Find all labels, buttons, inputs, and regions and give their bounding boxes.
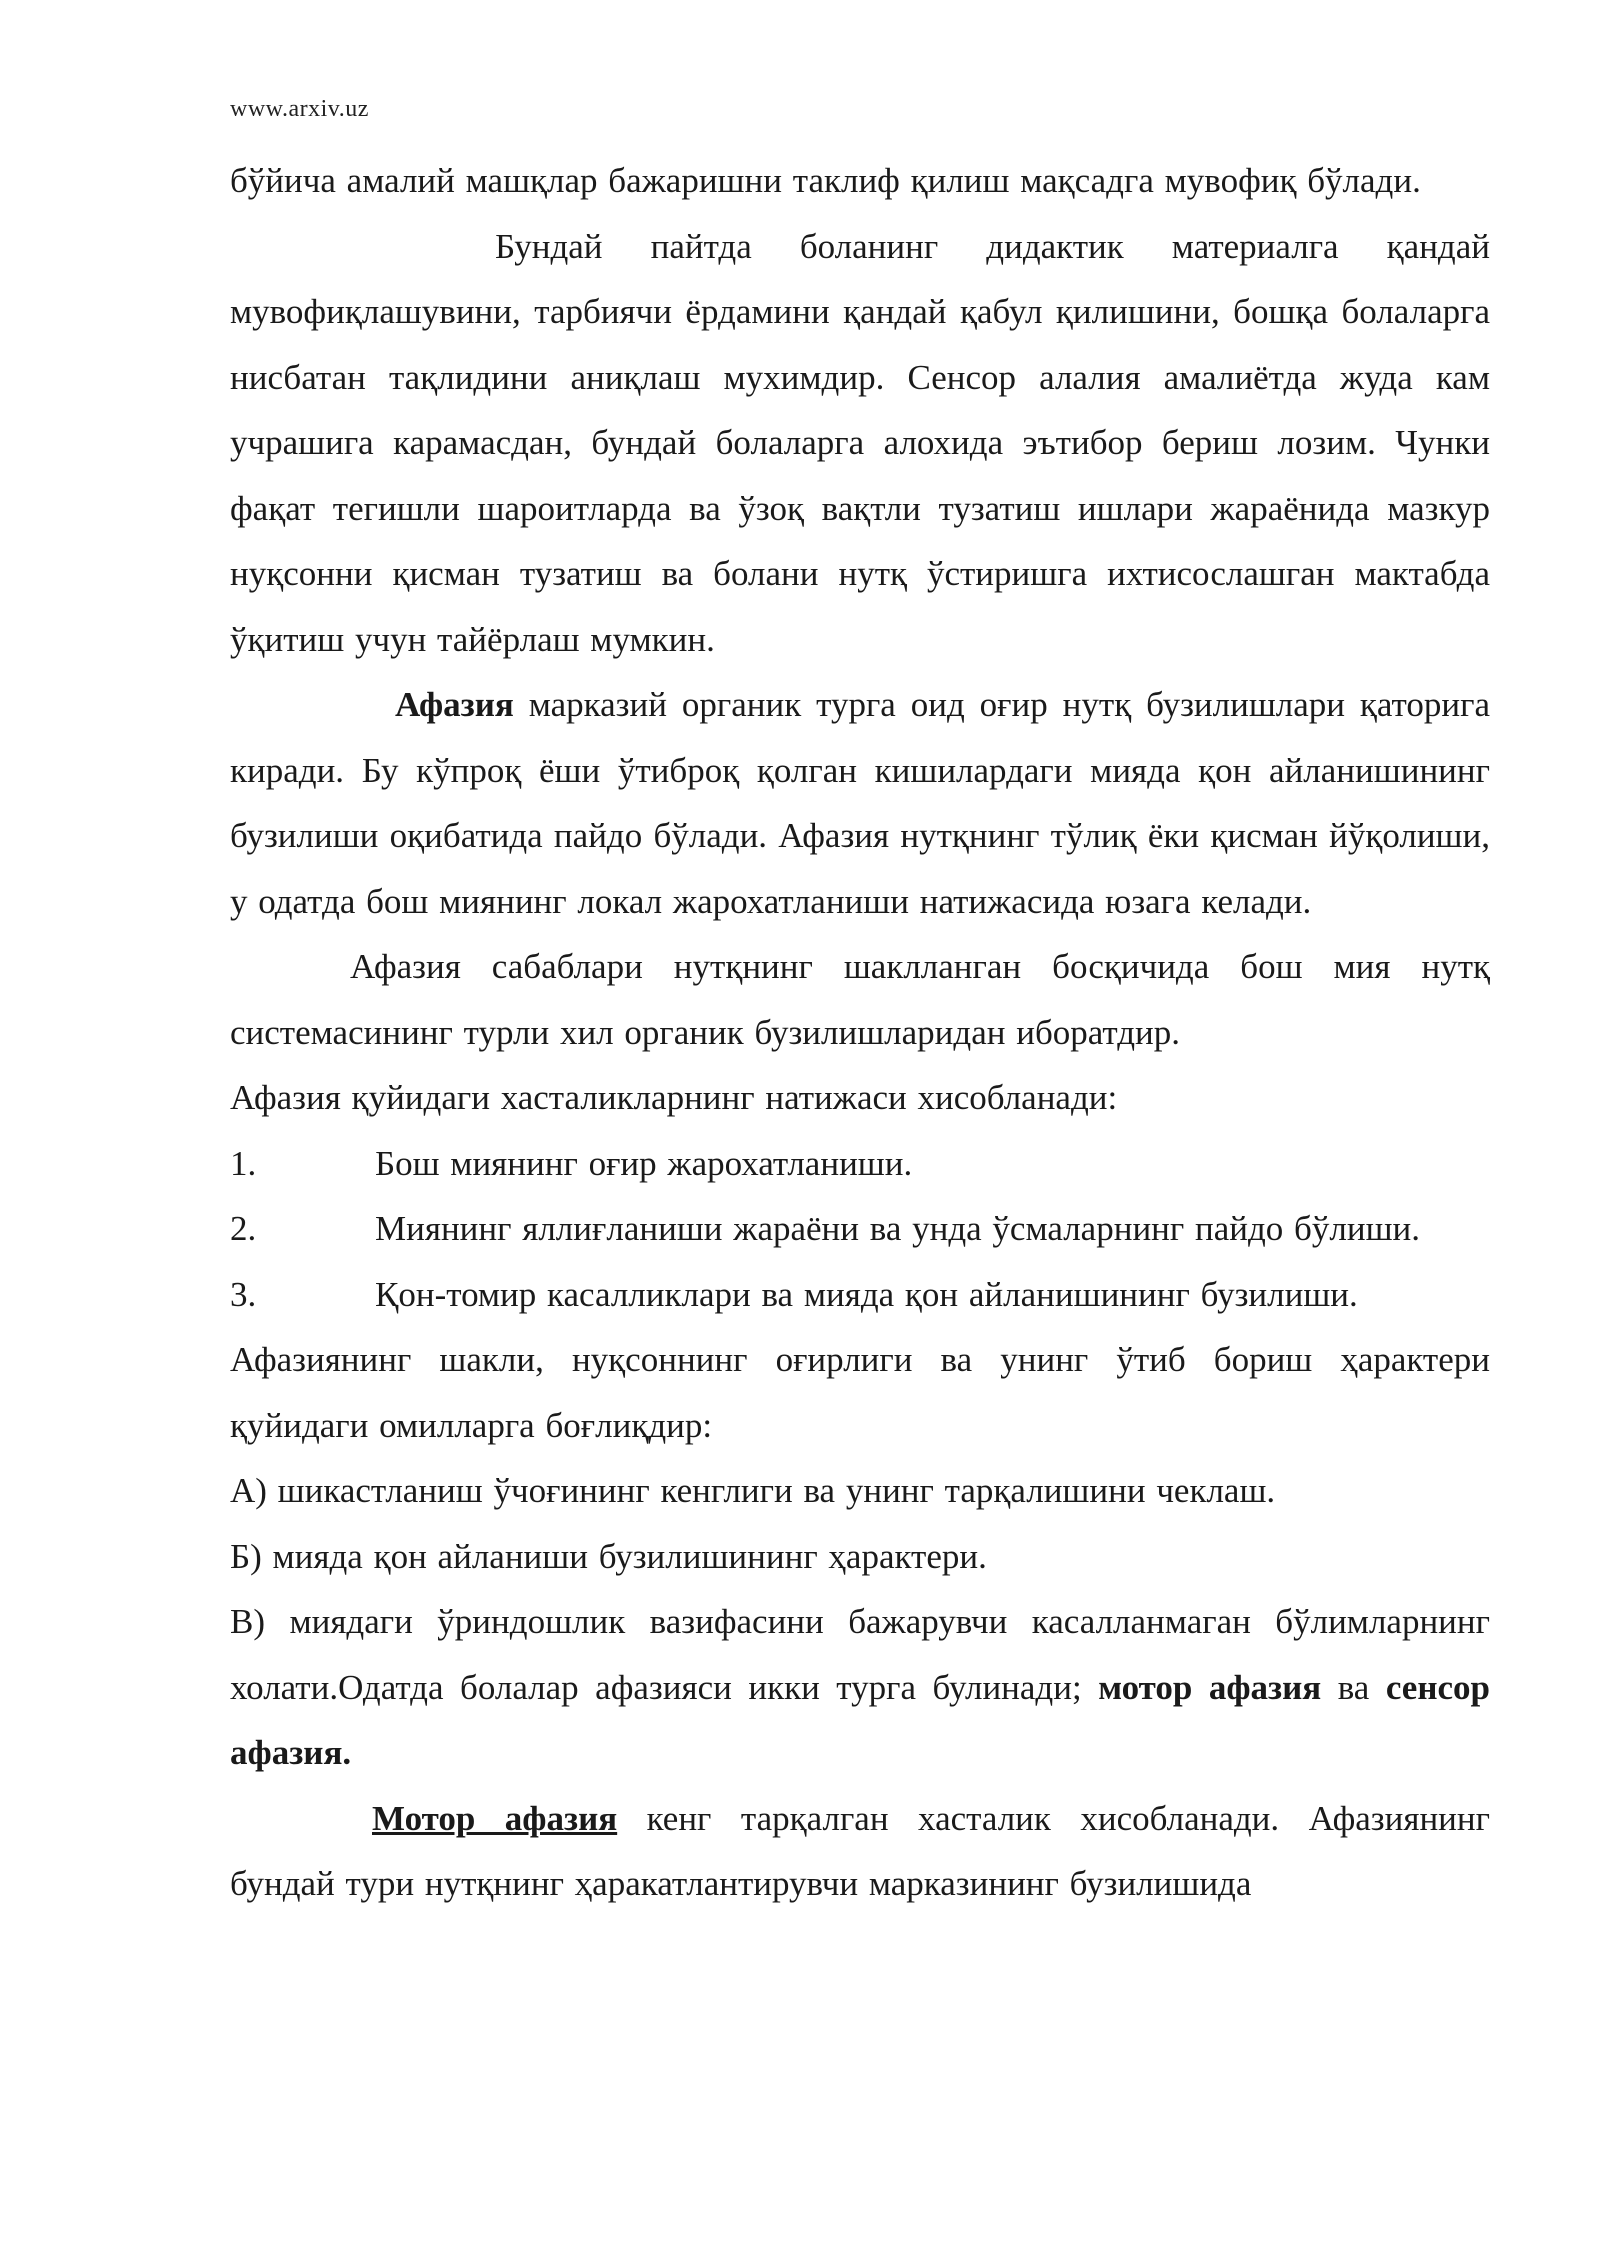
term-motor-aphasia: мотор афазия: [1098, 1667, 1322, 1707]
list-item-1: [230, 1131, 1490, 1197]
factor-v-text: В) миядаги ўриндошлик вазифасини бажарувчи касалланмаган бўлимларнинг холати.Одатда болалар афазияси икки турга булинади;: [230, 1602, 1490, 1707]
factor-v: [230, 1589, 1490, 1786]
term-sensor-aphasia: сенсор афазия.: [230, 1667, 1490, 1772]
document-body: [230, 148, 1490, 1917]
list-item-3: [230, 1262, 1490, 1328]
site-url-header: www.arxiv.uz: [230, 96, 369, 122]
heading-motor-aphasia: Мотор афазия: [372, 1798, 618, 1838]
paragraph-aphasia-causes: Афазия сабаблари нутқнинг шаклланган босқичида бош мия нутқ системасининг турли хил органик бузилишларидан иборатдир.: [230, 947, 1490, 1052]
paragraph-list-intro: Афазия қуйидаги хасталикларнинг натижаси хисобланади:: [230, 1078, 1118, 1117]
list-text: Бош миянинг оғир жарохатланиши.: [375, 1143, 913, 1183]
paragraph-aphasia-definition: [230, 672, 1490, 934]
term-aphasia: Афазия: [395, 685, 514, 724]
paragraph-intro: бўйича амалий машқлар бажаришни таклиф қилиш мақсадга мувофиқ бўлади.: [230, 161, 1421, 200]
list-number: 2.: [230, 1209, 257, 1248]
list-number: 1.: [230, 1143, 257, 1183]
conjunction: ва: [1321, 1667, 1386, 1707]
factor-a: А) шикастланиш ўчоғининг кенглиги ва унинг тарқалишини чеклаш.: [230, 1471, 1276, 1510]
motor-aphasia-text: кенг тарқалган хасталик хисобланади. Афазиянинг бундай тури нутқнинг ҳаракатлантирувчи марказининг бузилишида: [230, 1798, 1490, 1903]
list-text: Миянинг яллиғланиши жараёни ва унда ўсмаларнинг пайдо бўлиши.: [375, 1209, 1420, 1248]
paragraph-motor-aphasia: [230, 1786, 1490, 1917]
list-item-2: [230, 1196, 1490, 1262]
paragraph-factors: Афазиянинг шакли, нуқсоннинг оғирлиги ва унинг ўтиб бориш ҳарактери қуйидаги омилларга боғлиқдир:: [230, 1340, 1490, 1445]
list-number: 3.: [230, 1274, 257, 1314]
paragraph-didactic: Бундай пайтда боланинг дидактик материалга қандай мувофиқлашувини, тарбиячи ёрдамини қандай қабул қилишини, бошқа болаларга нисбатан тақлидини аниқлаш мухимдир. Сенсор алалия амалиётда жуда кам учрашига карамасдан, бундай болаларга алохида эътибор бериш лозим. Чунки фақат тегишли шароитларда ва ўзоқ вақтли тузатиш ишлари жараёнида мазкур нуқсонни қисман тузатиш ва болани нутқ ўстиришга ихтисослашган мактабда ўқитиш учун тайёрлаш мумкин.: [230, 226, 1490, 659]
list-text: Қон-томир касалликлари ва мияда қон айланишининг бузилиши.: [375, 1274, 1358, 1314]
aphasia-definition-text: марказий органик турга оид оғир нутқ бузилишлари қаторига киради. Бу кўпроқ ёши ўтиброқ қолган кишилардаги мияда қон айланишининг бузилиши оқибатида пайдо бўлади. Афазия нутқнинг тўлиқ ёки қисман йўқолиши, у одатда бош миянинг локал жарохатланиши натижасида юзага келади.: [230, 685, 1490, 921]
factor-b: Б) мияда қон айланиши бузилишининг ҳарактери.: [230, 1536, 987, 1576]
